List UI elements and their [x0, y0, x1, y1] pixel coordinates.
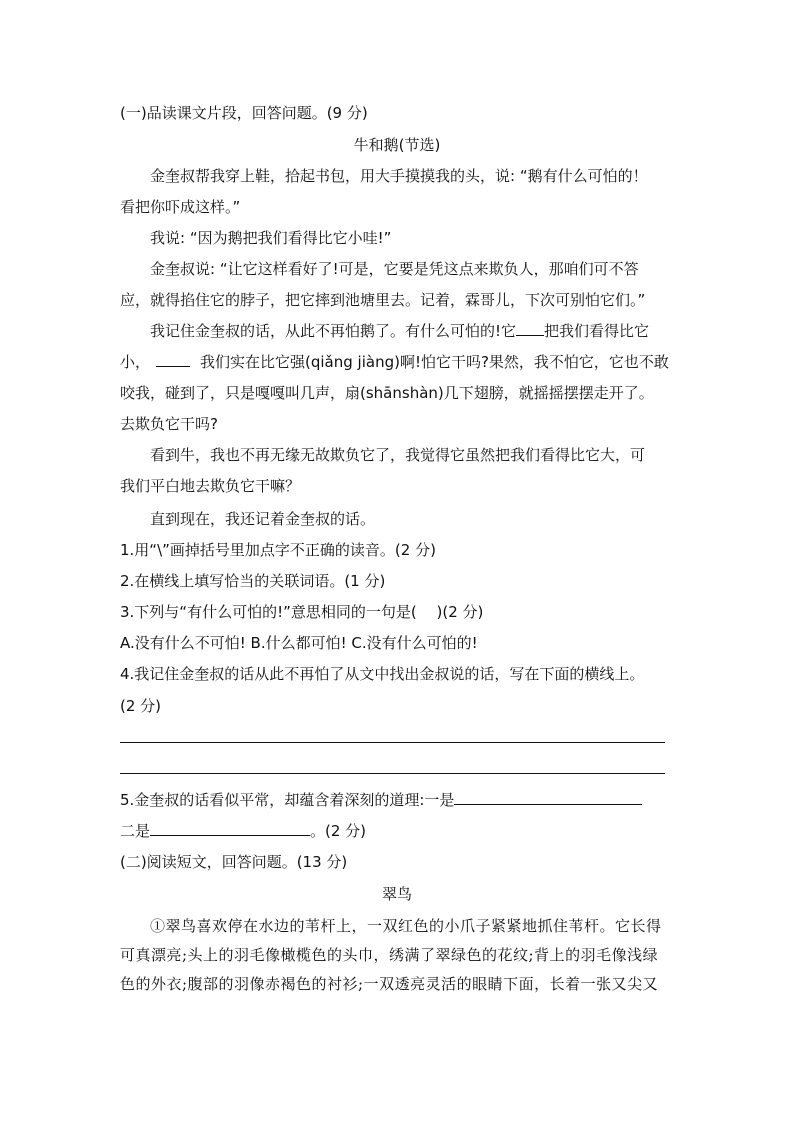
passage1-text	[150, 321, 649, 341]
passage1-text: 应，就得掐住它的脖子，把它摔到池塘里去。记着，霖哥儿，下次可别怕它们。”	[120, 291, 646, 309]
passage2-text: 色的外衣;腹部的羽像赤褐色的衬衫;一双透亮灵活的眼睛下面，长着一张又尖又	[120, 975, 659, 993]
conjunction-blank[interactable]	[156, 352, 190, 367]
passage2-text: ①翠鸟喜欢停在水边的苇杆上，一双红色的小爪子紧紧地抓住苇杆。它长得	[150, 917, 662, 935]
passage1-text: 看把你吓成这样。”	[120, 198, 241, 216]
answer-blank[interactable]	[454, 790, 642, 805]
question-5	[120, 790, 642, 810]
question-5-text: 二是	[120, 822, 151, 840]
question-5-continued	[120, 821, 366, 841]
question-4-score: (2 分)	[120, 697, 162, 715]
question-3-options: A.没有什么不可怕! B.什么都可怕! C.没有什么可怕的!	[120, 634, 478, 652]
passage1-text-segment: 把我们看得比它	[544, 322, 650, 340]
answer-line[interactable]	[120, 773, 665, 774]
passage2-text: 可真漂亮;头上的羽毛像橄榄色的头巾，绣满了翠绿色的花纹;背上的羽毛像浅绿	[120, 946, 659, 964]
question-5-text: 5.金奎叔的话看似平常，却蕴含着深刻的道理:一是	[120, 791, 455, 809]
passage1-text: 直到现在，我还记着金奎叔的话。	[150, 510, 376, 528]
section1-heading: (一)品读课文片段，回答问题。(9 分)	[120, 104, 368, 122]
passage1-text: 金奎叔帮我穿上鞋，拾起书包，用大手摸摸我的头，说: “鹅有什么可怕的！	[150, 167, 648, 185]
passage1-title: 牛和鹅(节选)	[353, 136, 441, 154]
passage1-text: 去欺负它干吗?	[120, 415, 218, 433]
passage2-title: 翠鸟	[381, 885, 412, 903]
question-3: 3.下列与“有什么可怕的!”意思相同的一句是( )(2 分)	[120, 603, 484, 621]
passage1-text: 金奎叔说: “让它这样看好了!可是，它要是凭这点来欺负人，那咱们可不答	[150, 260, 639, 278]
passage1-text-segment: 小，	[120, 353, 151, 371]
answer-line[interactable]	[120, 742, 665, 743]
question-1: 1.用“\”画掉括号里加点字不正确的读音。(2 分)	[120, 541, 436, 559]
question-5-score: 。(2 分)	[310, 822, 367, 840]
passage1-text: 看到牛，我也不再无缘无故欺负它了，我觉得它虽然把我们看得比它大，可	[150, 446, 646, 464]
passage1-text	[120, 352, 669, 372]
question-4: 4.我记住金奎叔的话从此不再怕了从文中找出金叔说的话，写在下面的横线上。	[120, 665, 645, 683]
passage1-text-segment: 我记住金奎叔的话，从此不再怕鹅了。有什么可怕的!它	[150, 322, 517, 340]
passage1-text: 我说: “因为鹅把我们看得比它小哇!”	[150, 229, 392, 247]
passage1-text: 我们平白地去欺负它干嘛？	[120, 477, 301, 495]
conjunction-blank[interactable]	[516, 321, 544, 336]
passage1-text: 咬我，碰到了，只是嘎嘎叫几声，扇(shānshàn)几下翅膀，就摇摇摆摆走开了。	[120, 384, 654, 402]
answer-blank[interactable]	[150, 821, 310, 836]
question-2: 2.在横线上填写恰当的关联词语。(1 分)	[120, 572, 386, 590]
section2-heading: (二)阅读短文，回答问题。(13 分)	[120, 853, 348, 871]
passage1-text-segment: 我们实在比它强(qiǎng jiàng)啊!怕它干吗?果然，我不怕它，它也不敢	[200, 353, 669, 371]
